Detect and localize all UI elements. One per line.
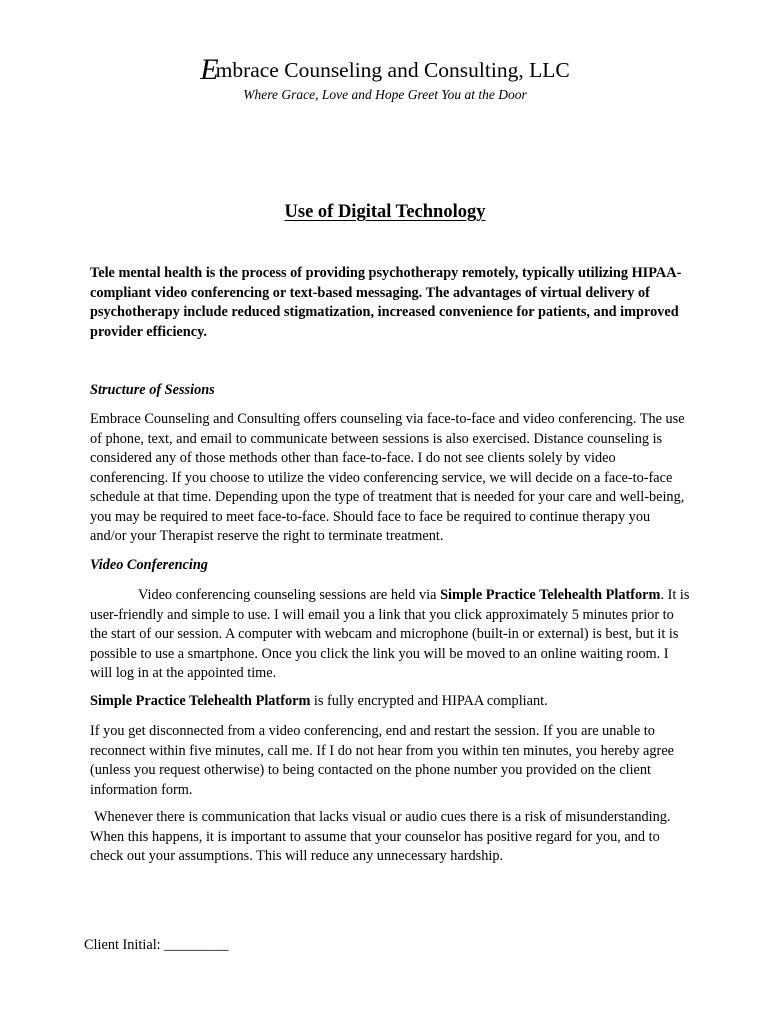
video-heading: Video Conferencing bbox=[90, 557, 208, 573]
structure-heading: Structure of Sessions bbox=[90, 382, 215, 398]
structure-paragraph: Embrace Counseling and Consulting offers counseling via face-to-face and video conferencing. The use of phone, text, and email to communicate between sessions is also exercised. Distance counseling is considered any of those methods other than face-to-face. I do not see clients solely by video conferencing. If you choose to utilize the video conferencing service, we will decide on a face-to-face schedule at that time. Depending upon the type of treatment that is needed for your care and well-being, you may be required to meet face-to-face. Should face to face be required to continue therapy you and/or your Therapist reserve the right to terminate treatment. bbox=[90, 411, 685, 544]
video-paragraph-1 bbox=[90, 586, 690, 684]
video-p2-after: is fully encrypted and HIPAA compliant. bbox=[310, 693, 548, 709]
video-paragraph-2 bbox=[90, 692, 690, 712]
video-p1-before: Video conferencing counseling sessions are held via bbox=[138, 587, 441, 603]
client-initial-field[interactable]: Client Initial: _________ bbox=[84, 937, 229, 953]
company-name-rest: mbrace Counseling and Consulting, LLC bbox=[215, 58, 570, 82]
video-p2-platform: Simple Practice Telehealth Platform bbox=[90, 693, 311, 709]
company-tagline: Where Grace, Love and Hope Greet You at the Door bbox=[243, 87, 527, 102]
company-name-initial: E bbox=[200, 53, 219, 86]
video-paragraph-3: If you get disconnected from a video conferencing, end and restart the session. If you are unable to reconnect within five minutes, call me. If I do not hear from you within ten minutes, you hereby agree (unless you request otherwise) to being contacted on the phone number you provided on the client information form. bbox=[90, 723, 675, 798]
document-title: Use of Digital Technology bbox=[284, 202, 486, 222]
video-paragraph-4: Whenever there is communication that lacks visual or audio cues there is a risk of misunderstanding. When this happens, it is important to assume that your counselor has positive regard for you, and to check out your assumptions. This will reduce any unnecessary hardship. bbox=[90, 809, 671, 864]
video-p1-platform: Simple Practice Telehealth Platform bbox=[440, 587, 661, 603]
intro-paragraph: Tele mental health is the process of providing psychotherapy remotely, typically utilizing HIPAA-compliant video conferencing or text-based messaging. The advantages of virtual delivery of psychotherapy include reduced stigmatization, increased convenience for patients, and improved provider efficiency. bbox=[90, 265, 682, 340]
company-name bbox=[0, 54, 770, 84]
video-p1-after: . It is user-friendly and simple to use. I will email you a link that you click approximately 5 minutes prior to the start of our session. A computer with webcam and microphone (built-in or external) is best, but it is possible to use a smartphone. Once you click the link you will be moved to an online waiting room. I will log in at the appointed time. bbox=[90, 587, 690, 681]
